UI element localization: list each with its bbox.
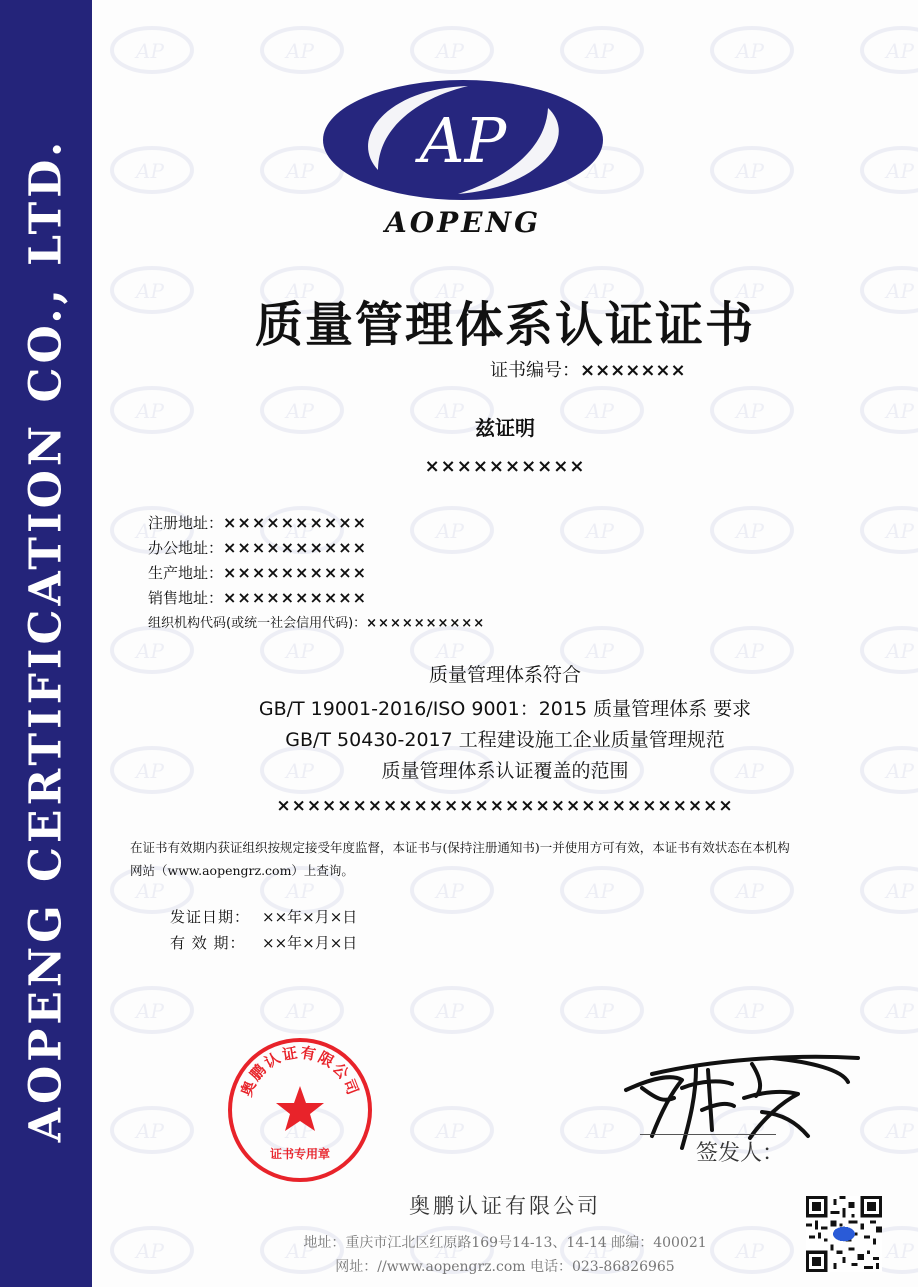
scope-label: 质量管理体系认证覆盖的范围 xyxy=(381,760,629,782)
hereby-heading: 兹证明 xyxy=(475,416,535,440)
standard-conform-text: 质量管理体系符合 xyxy=(428,664,581,686)
certificate-number-label: 证书编号： xyxy=(490,360,580,381)
aopeng-logo xyxy=(318,78,608,244)
footer-contact: 网址：//www.aopengrz.com 电话：023-86826965 xyxy=(335,1259,675,1275)
organization-name: ×××××××××× xyxy=(424,456,586,477)
certificate-number xyxy=(490,356,686,382)
seal-star-icon xyxy=(276,1086,324,1131)
official-seal-stamp xyxy=(226,1036,374,1184)
qr-code xyxy=(806,1196,882,1272)
issue-date-value: ××年×月×日 xyxy=(262,908,358,926)
credit-code-label: 组织机构代码(或统一社会信用代码)： xyxy=(148,616,367,631)
signature-line xyxy=(640,1134,776,1135)
issue-date-label: 发证日期： xyxy=(170,908,251,926)
credit-code xyxy=(148,612,485,631)
logo-wordmark: AOPENG xyxy=(384,206,542,239)
registered-address xyxy=(148,512,367,533)
certificate-number-value: ××××××× xyxy=(580,360,686,381)
office-address-label: 办公地址： xyxy=(148,539,224,557)
validity-notice: 在证书有效期内获证组织按规定接受年度监督，本证书与(保持注册通知书)一并使用方可有效，本证书有效状态在本机构网站（www.aopengrz.com）上查询。 xyxy=(130,840,790,878)
registered-address-value: ×××××××××× xyxy=(223,513,368,532)
sales-address-label: 销售地址： xyxy=(148,589,224,607)
footer-company-name: 奥鹏认证有限公司 xyxy=(409,1194,601,1218)
production-address-label: 生产地址： xyxy=(148,564,224,582)
sidebar-band xyxy=(0,0,92,1287)
sales-address-value: ×××××××××× xyxy=(223,588,368,607)
office-address xyxy=(148,537,367,558)
issue-date xyxy=(170,906,357,927)
seal-bottom-text: 证书专用章 xyxy=(269,1147,331,1161)
valid-until-label: 有 效 期： xyxy=(170,934,246,952)
production-address xyxy=(148,562,367,583)
standard-iso9001: GB/T 19001-2016/ISO 9001：2015 质量管理体系 要求 xyxy=(258,698,752,720)
standard-gbt50430: GB/T 50430-2017 工程建设施工企业质量管理规范 xyxy=(285,729,725,751)
office-address-value: ×××××××××× xyxy=(223,538,368,557)
footer-address: 地址：重庆市江北区红原路169号14-13、14-14 邮编：400021 xyxy=(303,1235,707,1251)
seal-ring-text: 奥鹏认证有限公司 xyxy=(237,1043,363,1099)
sidebar-company-text: AOPENG CERTIFICATION CO., LTD. xyxy=(20,137,72,1143)
certificate-title: 质量管理体系认证证书 xyxy=(254,297,755,353)
credit-code-value: ×××××××××× xyxy=(366,616,486,631)
issuer-label: 签发人： xyxy=(696,1141,785,1166)
valid-until xyxy=(170,932,357,953)
logo-monogram: AP xyxy=(419,104,507,177)
registered-address-label: 注册地址： xyxy=(148,514,224,532)
valid-until-value: ××年×月×日 xyxy=(262,934,358,952)
scope-value: ×××××××××××××××××××××××××××××× xyxy=(276,796,734,816)
sales-address xyxy=(148,587,367,608)
production-address-value: ×××××××××× xyxy=(223,563,368,582)
